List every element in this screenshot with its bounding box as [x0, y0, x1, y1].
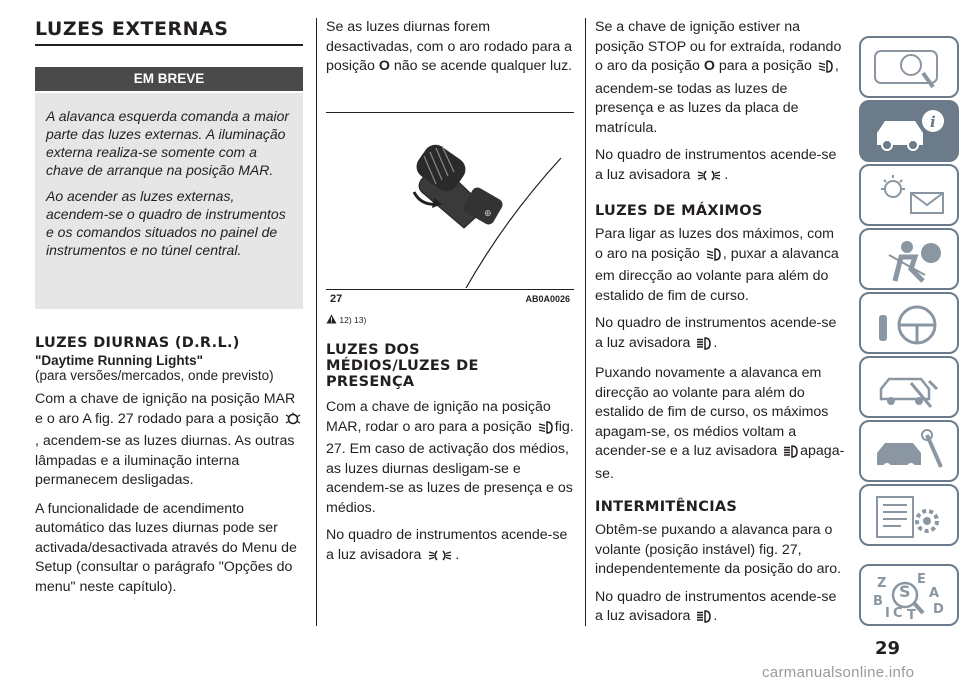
- drl-heading: LUZES DIURNAS (D.R.L.): [35, 335, 240, 351]
- col3-paragraph-4: No quadro de instrumentos acende-se a luz avisadora .: [595, 314, 845, 356]
- brief-box: [35, 93, 303, 309]
- svg-text:Z: Z: [877, 576, 887, 591]
- column-separator-2: [585, 18, 586, 626]
- col3-paragraph-2: No quadro de instrumentos acende-se a luz avisadora .: [595, 146, 845, 188]
- main-beam-icon-2: [783, 445, 798, 465]
- page-title: LUZES EXTERNAS: [35, 18, 229, 40]
- drl-note: (para versões/mercados, onde previsto): [35, 368, 274, 383]
- col3-paragraph-6: Obtêm-se puxando a alavanca para o volante (posição instável) fig. 27, independentemente da posição do aro.: [595, 522, 842, 577]
- drl-subheading: "Daytime Running Lights": [35, 353, 204, 368]
- col3-paragraph-1: Se a chave de ignição estiver na posição STOP ou for extraída, rodando o aro da posição O para a posição , acendem-se todas as luzes de presença e as luzes da placa de matrícula.: [595, 19, 842, 136]
- col2-paragraph-1: Se as luzes diurnas forem desactivadas, com o aro rodado para a posição O não se acende qualquer luz.: [326, 19, 573, 74]
- figure-number: 27: [330, 293, 343, 305]
- tab-specs[interactable]: [859, 484, 959, 546]
- brief-paragraph-1: A alavanca esquerda comanda a maior parte das luzes externas. A iluminação externa realiza-se somente com a chave de arranque na posição MAR.: [46, 108, 290, 178]
- dipped-heading-line-3: PRESENÇA: [326, 374, 415, 390]
- col3-paragraph-3: Para ligar as luzes dos máximos, com o aro na posição , puxar a alavanca em direcção ao volante para além do estalido de fim de curso.: [595, 226, 839, 304]
- svg-text:⊕: ⊕: [484, 209, 492, 219]
- svg-text:D: D: [933, 602, 944, 617]
- car-info-icon: [871, 107, 951, 157]
- right-column: [595, 18, 845, 630]
- light-stalk-illustration: [326, 118, 574, 288]
- warning-triangle-icon: [326, 315, 337, 325]
- warning-refs: 12) 13): [326, 314, 366, 325]
- dipped-beam-icon-3: [706, 248, 721, 268]
- figure-code: AB0A0026: [525, 294, 570, 304]
- dipped-section: [326, 342, 574, 568]
- brief-paragraph-2: Ao acender as luzes externas, acendem-se o quadro de instrumentos e os comandos situados no painel de instrumentos e no túnel central.: [46, 188, 286, 258]
- drl-paragraph-2: A funcionalidade de acendimento automático das luzes diurnas pode ser activada/desactivada através do Menu de Setup (consultar o parágrafo "Opções do menu" neste capítulo).: [35, 500, 297, 595]
- page-number: 29: [875, 638, 901, 659]
- figure-bottom-rule: [326, 289, 574, 290]
- figure-27: [326, 112, 574, 312]
- svg-text:I: I: [885, 606, 890, 621]
- dipped-heading-line-1: LUZES DOS: [326, 342, 420, 358]
- dipped-beam-icon-2: [818, 60, 833, 80]
- watermark: carmanualsonline.info: [762, 664, 915, 681]
- chapter-sidebar: [855, 0, 960, 686]
- drl-light-icon: [285, 412, 301, 433]
- specs-gear-icon: [871, 491, 951, 541]
- dipped-heading-line-2: MÉDIOS/LUZES DE: [326, 358, 479, 374]
- warning-lights-icon: [871, 171, 951, 221]
- tab-driving[interactable]: [859, 292, 959, 354]
- brief-header: EM BREVE: [35, 67, 303, 91]
- tab-maintenance[interactable]: [859, 420, 959, 482]
- col3-paragraph-7: No quadro de instrumentos acende-se a luz avisadora .: [595, 588, 845, 630]
- col2-paragraph-3: No quadro de instrumentos acende-se a luz avisadora .: [326, 526, 574, 568]
- main-beam-icon-3: [696, 610, 711, 630]
- svg-text:B: B: [873, 594, 883, 609]
- svg-text:S: S: [899, 582, 911, 601]
- side-lights-icon: [427, 549, 453, 569]
- car-emergency-icon: [871, 363, 951, 413]
- steering-wheel-icon: [871, 299, 951, 349]
- svg-text:E: E: [917, 572, 926, 587]
- main-beam-heading: LUZES DE MÁXIMOS: [595, 203, 763, 219]
- tab-warning-lights[interactable]: [859, 164, 959, 226]
- middle-column: [326, 18, 574, 638]
- index-letters-icon: [871, 571, 951, 621]
- drl-paragraph-1: Com a chave de ignição na posição MAR e o aro A fig. 27 rodado para a posição , acendem-se as luzes diurnas. As outras lâmpadas e a iluminação interna permanecem desligadas.: [35, 390, 303, 491]
- svg-text:A: A: [929, 586, 940, 601]
- svg-text:C: C: [893, 606, 903, 621]
- main-beam-icon: [696, 337, 711, 357]
- tab-index[interactable]: [859, 564, 959, 626]
- left-column: [35, 18, 303, 597]
- title-rule: [35, 44, 303, 46]
- indicators-heading: INTERMITÊNCIAS: [595, 499, 738, 515]
- tab-emergency[interactable]: [859, 356, 959, 418]
- figure-top-rule: [326, 112, 574, 113]
- column-separator-1: [316, 18, 317, 626]
- tab-car-info[interactable]: [859, 100, 959, 162]
- dashboard-icon: [871, 43, 951, 93]
- dipped-beam-icon: [538, 421, 553, 441]
- col3-paragraph-5: Puxando novamente a alavanca em direcção ao volante para além do estalido de fim de curso, os máximos apagam-se, os médios voltam a acender-se e a luz avisadora apaga-se.: [595, 365, 845, 482]
- airbag-safety-icon: [871, 235, 951, 285]
- tab-dashboard[interactable]: [859, 36, 959, 98]
- car-maintenance-icon: [871, 427, 951, 477]
- col2-paragraph-2: Com a chave de ignição na posição MAR, rodar o aro para a posição fig. 27. Em caso de activação dos médios, as luzes diurnas desligam-se e acendem-se as luzes de presença e os médios.: [326, 399, 574, 516]
- side-lights-icon-2: [696, 169, 722, 189]
- svg-text:i: i: [930, 113, 936, 131]
- svg-text:T: T: [907, 608, 916, 621]
- tab-safety[interactable]: [859, 228, 959, 290]
